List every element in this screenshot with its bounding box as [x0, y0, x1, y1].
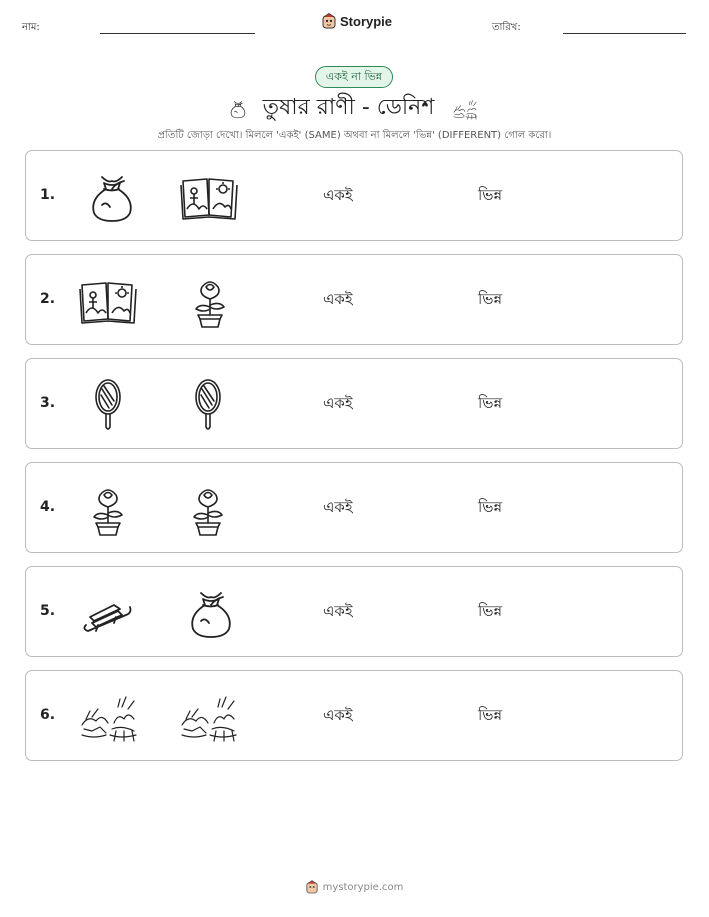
different-option[interactable]: ভিন্ন [478, 602, 503, 620]
question-number: 2. [40, 291, 56, 307]
same-option[interactable]: একই [323, 290, 353, 308]
same-option[interactable]: একই [323, 706, 353, 724]
different-option[interactable]: ভিন্ন [478, 498, 503, 516]
name-line[interactable] [100, 33, 255, 34]
book-icon [78, 273, 138, 329]
left-picture [78, 377, 138, 433]
question-number: 3. [40, 395, 56, 411]
title-row [0, 90, 709, 127]
same-option[interactable]: একই [323, 394, 353, 412]
left-picture [78, 585, 138, 641]
right-picture [178, 481, 238, 537]
left-picture [78, 481, 138, 537]
reindeer-icon [78, 689, 138, 745]
mirror-icon [78, 377, 138, 433]
question-number: 4. [40, 499, 56, 515]
question-row [25, 462, 683, 553]
footer-url[interactable]: mystorypie.com [322, 881, 404, 893]
sack-icon [82, 169, 142, 225]
date-label: তারিখ: [492, 22, 521, 33]
rose-icon [180, 273, 240, 329]
date-line[interactable] [563, 33, 686, 34]
left-picture [78, 273, 138, 329]
rose-icon [78, 481, 138, 537]
name-label: নাম: [22, 22, 40, 33]
mirror-icon [178, 377, 238, 433]
question-row [25, 150, 683, 241]
storypie-logo-icon [322, 13, 336, 29]
same-option[interactable]: একই [323, 602, 353, 620]
question-number: 1. [40, 187, 56, 203]
sled-icon [78, 585, 138, 641]
different-option[interactable]: ভিন্ন [478, 186, 503, 204]
book-icon [179, 169, 239, 225]
brand [322, 13, 392, 29]
right-picture [181, 585, 241, 641]
different-option[interactable]: ভিন্ন [478, 706, 503, 724]
instructions: প্রতিটি জোড়া দেখো। মিললে 'একই' (SAME) অথবা না মিললে 'ভিন্ন' (DIFFERENT) গোল করো। [157, 130, 552, 141]
right-picture [178, 689, 238, 745]
storypie-logo-icon [306, 880, 318, 894]
different-option[interactable]: ভিন্ন [478, 394, 503, 412]
question-number: 5. [40, 603, 56, 619]
right-picture [180, 273, 240, 329]
left-picture [82, 169, 142, 225]
right-picture [179, 169, 239, 225]
reindeer-icon [448, 97, 482, 121]
sack-icon [181, 585, 241, 641]
question-number: 6. [40, 707, 56, 723]
right-picture [178, 377, 238, 433]
question-row [25, 254, 683, 345]
different-option[interactable]: ভিন্ন [478, 290, 503, 308]
worksheet-type-badge: একই না ভিন্ন [315, 66, 393, 88]
same-option[interactable]: একই [323, 498, 353, 516]
rose-icon [178, 481, 238, 537]
question-row [25, 566, 683, 657]
sack-icon [227, 96, 249, 122]
same-option[interactable]: একই [323, 186, 353, 204]
question-row [25, 358, 683, 449]
brand-name: Storypie [340, 13, 393, 29]
page-title: তুষার রাণী - ডেনিশ [262, 95, 435, 120]
question-row [25, 670, 683, 761]
footer [0, 880, 709, 894]
reindeer-icon [178, 689, 238, 745]
left-picture [78, 689, 138, 745]
